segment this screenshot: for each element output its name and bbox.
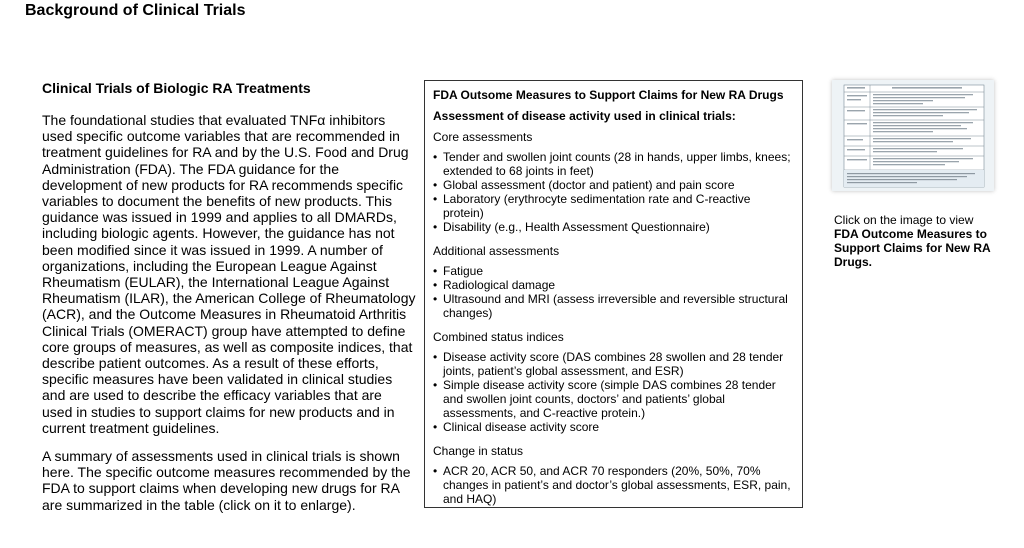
thumbnail-caption-prefix: Click on the image to view (834, 213, 974, 227)
list-item: • Laboratory (erythrocyte sedimentation rate and C-reactive protein) (433, 192, 794, 220)
list-item: • Disease activity score (DAS combines 28 swollen and 28 tender joints, patient’s global assessment, and ESR) (433, 350, 794, 378)
panel-title: FDA Outsome Measures to Support Claims for New RA Drugs (433, 88, 784, 102)
section-heading-core: Core assessments (433, 130, 533, 144)
list-item: • Simple disease activity score (simple DAS combines 28 tender and swollen joint counts, doctors’ and patients’ global assessments, and C-reactive protein.) (433, 378, 794, 420)
list-item: • Radiological damage (433, 278, 794, 292)
list-combined-indices (433, 350, 794, 434)
list-item: • Tender and swollen joint counts (28 in hands, upper limbs, knees; extended to 68 joints in feet) (433, 150, 794, 178)
list-core-assessments (433, 150, 794, 234)
panel-subtitle: Assessment of disease activity used in clinical trials: (433, 109, 736, 123)
fda-outcome-measures-panel (424, 80, 803, 508)
article-paragraph-2: A summary of assessments used in clinical trials is shown here. The specific outcome measures recommended by the FDA to support claims when developing new drugs for RA are summarized in the table (click on it to enlarge). (42, 448, 411, 513)
thumbnail-caption-link[interactable]: FDA Outcome Measures to Support Claims for New RA Drugs. (834, 227, 991, 269)
article-paragraph-1: The foundational studies that evaluated TNFα inhibitors used specific outcome variables that are recommended in treatment guidelines for RA and by the U.S. Food and Drug Administration (FDA). The FDA guidance for the development of new products for RA recommends specific variables to document the benefits of new products. This guidance was issued in 1999 and applies to all DMARDs, including biologic agents. However, the guidance has not been modified since it was issued in 1999. A number of organizations, including the European League Against Rheumatism (EULAR), the International League Against Rheumatism (ILAR), the American College of Rheumatology (ACR), and the Outcome Measures in Rheumatoid Arthritis Clinical Trials (OMERACT) group have attempted to define core groups of measures, as well as composite indices, that describe patient outcomes. As a result of these efforts, specific measures have been validated in clinical studies and are used to describe the efficacy variables that are used in studies to support claims for new products and in current treatment guidelines. (42, 112, 416, 436)
list-item: • Global assessment (doctor and patient) and pain score (433, 178, 794, 192)
list-additional-assessments (433, 264, 794, 320)
list-item: • Fatigue (433, 264, 794, 278)
section-heading-additional: Additional assessments (433, 244, 560, 258)
section-heading-change: Change in status (433, 444, 524, 458)
table-thumbnail-image[interactable] (832, 80, 994, 191)
list-item: • ACR 20, ACR 50, and ACR 70 responders (20%, 50%, 70% changes in patient’s and doctor’s global assessments, ESR, pain, and HAQ) (433, 464, 794, 506)
thumbnail-caption (834, 213, 994, 269)
list-item: • Ultrasound and MRI (assess irreversible and reversible structural changes) (433, 292, 794, 320)
list-change-in-status (433, 464, 794, 506)
table-thumbnail-icon (832, 80, 994, 191)
section-heading-combined: Combined status indices (433, 330, 564, 344)
list-item: • Disability (e.g., Health Assessment Questionnaire) (433, 220, 794, 234)
article-heading: Clinical Trials of Biologic RA Treatments (42, 80, 311, 96)
page-title: Background of Clinical Trials (25, 2, 246, 19)
list-item: • Clinical disease activity score (433, 420, 794, 434)
article (42, 80, 416, 525)
